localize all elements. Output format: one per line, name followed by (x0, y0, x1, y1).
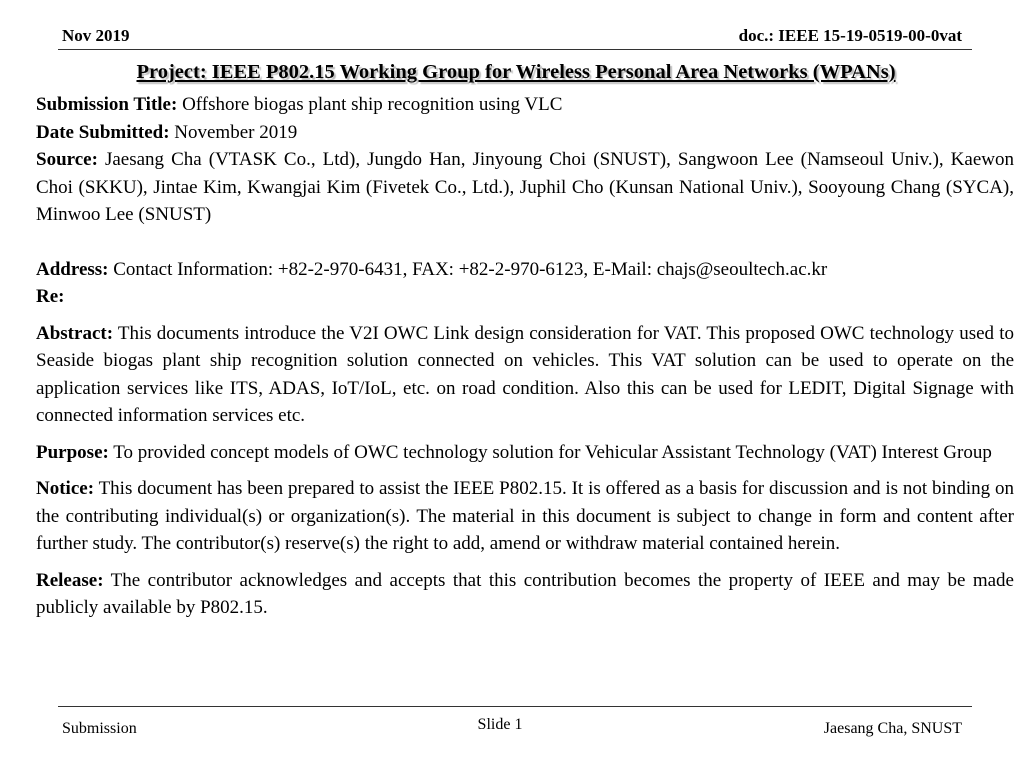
notice-label: Notice: (36, 478, 95, 499)
abstract-label: Abstract: (36, 322, 114, 344)
date-submitted-value: November 2019 (174, 121, 298, 143)
re-label: Re: (36, 286, 65, 307)
footer-author: Jaesang Cha, SNUST (823, 720, 962, 737)
release-field (36, 567, 1014, 622)
notice-field (36, 475, 1014, 558)
source-field (36, 146, 1014, 229)
footer-submission: Submission (62, 720, 137, 737)
address-value: Contact Information: +82-2-970-6431, FAX: +82-2-970-6123, E-Mail: chajs@seoultech.ac.kr (113, 258, 828, 280)
release-label: Release: (36, 569, 104, 591)
footer-divider (58, 706, 972, 707)
header-divider (58, 49, 972, 50)
purpose-value: To provided concept models of OWC technology solution for Vehicular Assistant Technology (VAT) Interest Group (113, 441, 992, 463)
header-doc-id: doc.: IEEE 15-19-0519-00-0vat (738, 26, 962, 45)
purpose-field (36, 439, 1014, 467)
notice-value: This document has been prepared to assist the IEEE P802.15. It is offered as a basis for discussion and is not binding on the contributing individual(s) or organization(s). The material in this document is subject to change in form and content after further study. The contributor(s) reserve(s) the right to add, amend or withdraw material contained herein. (36, 478, 1014, 554)
address-field (36, 256, 1014, 284)
date-submitted-label: Date Submitted: (36, 121, 170, 143)
submission-title-field (36, 91, 1014, 119)
submission-title-value: Offshore biogas plant ship recognition using VLC (182, 94, 563, 115)
address-label: Address: (36, 258, 109, 280)
cover-sheet-body (36, 91, 1014, 622)
release-value: The contributor acknowledges and accepts that this contribution becomes the property of IEEE and may be made publicly available by P802.15. (36, 569, 1014, 618)
submission-title-label: Submission Title: (36, 94, 178, 115)
project-title: Project: IEEE P802.15 Working Group for Wireless Personal Area Networks (WPANs) (136, 61, 896, 83)
slide-number: Slide 1 (477, 716, 523, 733)
abstract-value: This documents introduce the V2I OWC Link design consideration for VAT. This proposed OWC technology used to Seaside biogas plant ship recognition solution connected on vehicles. This VAT solution can be used to operate on the application services like ITS, ADAS, IoT/IoL, etc. on road condition. Also this can be used for LEDIT, Digital Signage with connected information services etc. (36, 322, 1014, 426)
abstract-field (36, 320, 1014, 430)
date-submitted-field (36, 119, 1014, 147)
purpose-label: Purpose: (36, 441, 109, 463)
source-value: Jaesang Cha (VTASK Co., Ltd), Jungdo Han, Jinyoung Choi (SNUST), Sangwoon Lee (Namseoul Univ.), Kaewon Choi (SKKU), Jintae Kim, Kwangjai Kim (Fivetek Co., Ltd.), Juphil Cho (Kunsan National Univ.), Sooyoung Chang (SYCA), Minwoo Lee (SNUST) (36, 149, 1014, 225)
re-field (36, 283, 1014, 311)
source-label: Source: (36, 149, 98, 170)
header-date: Nov 2019 (62, 26, 130, 45)
